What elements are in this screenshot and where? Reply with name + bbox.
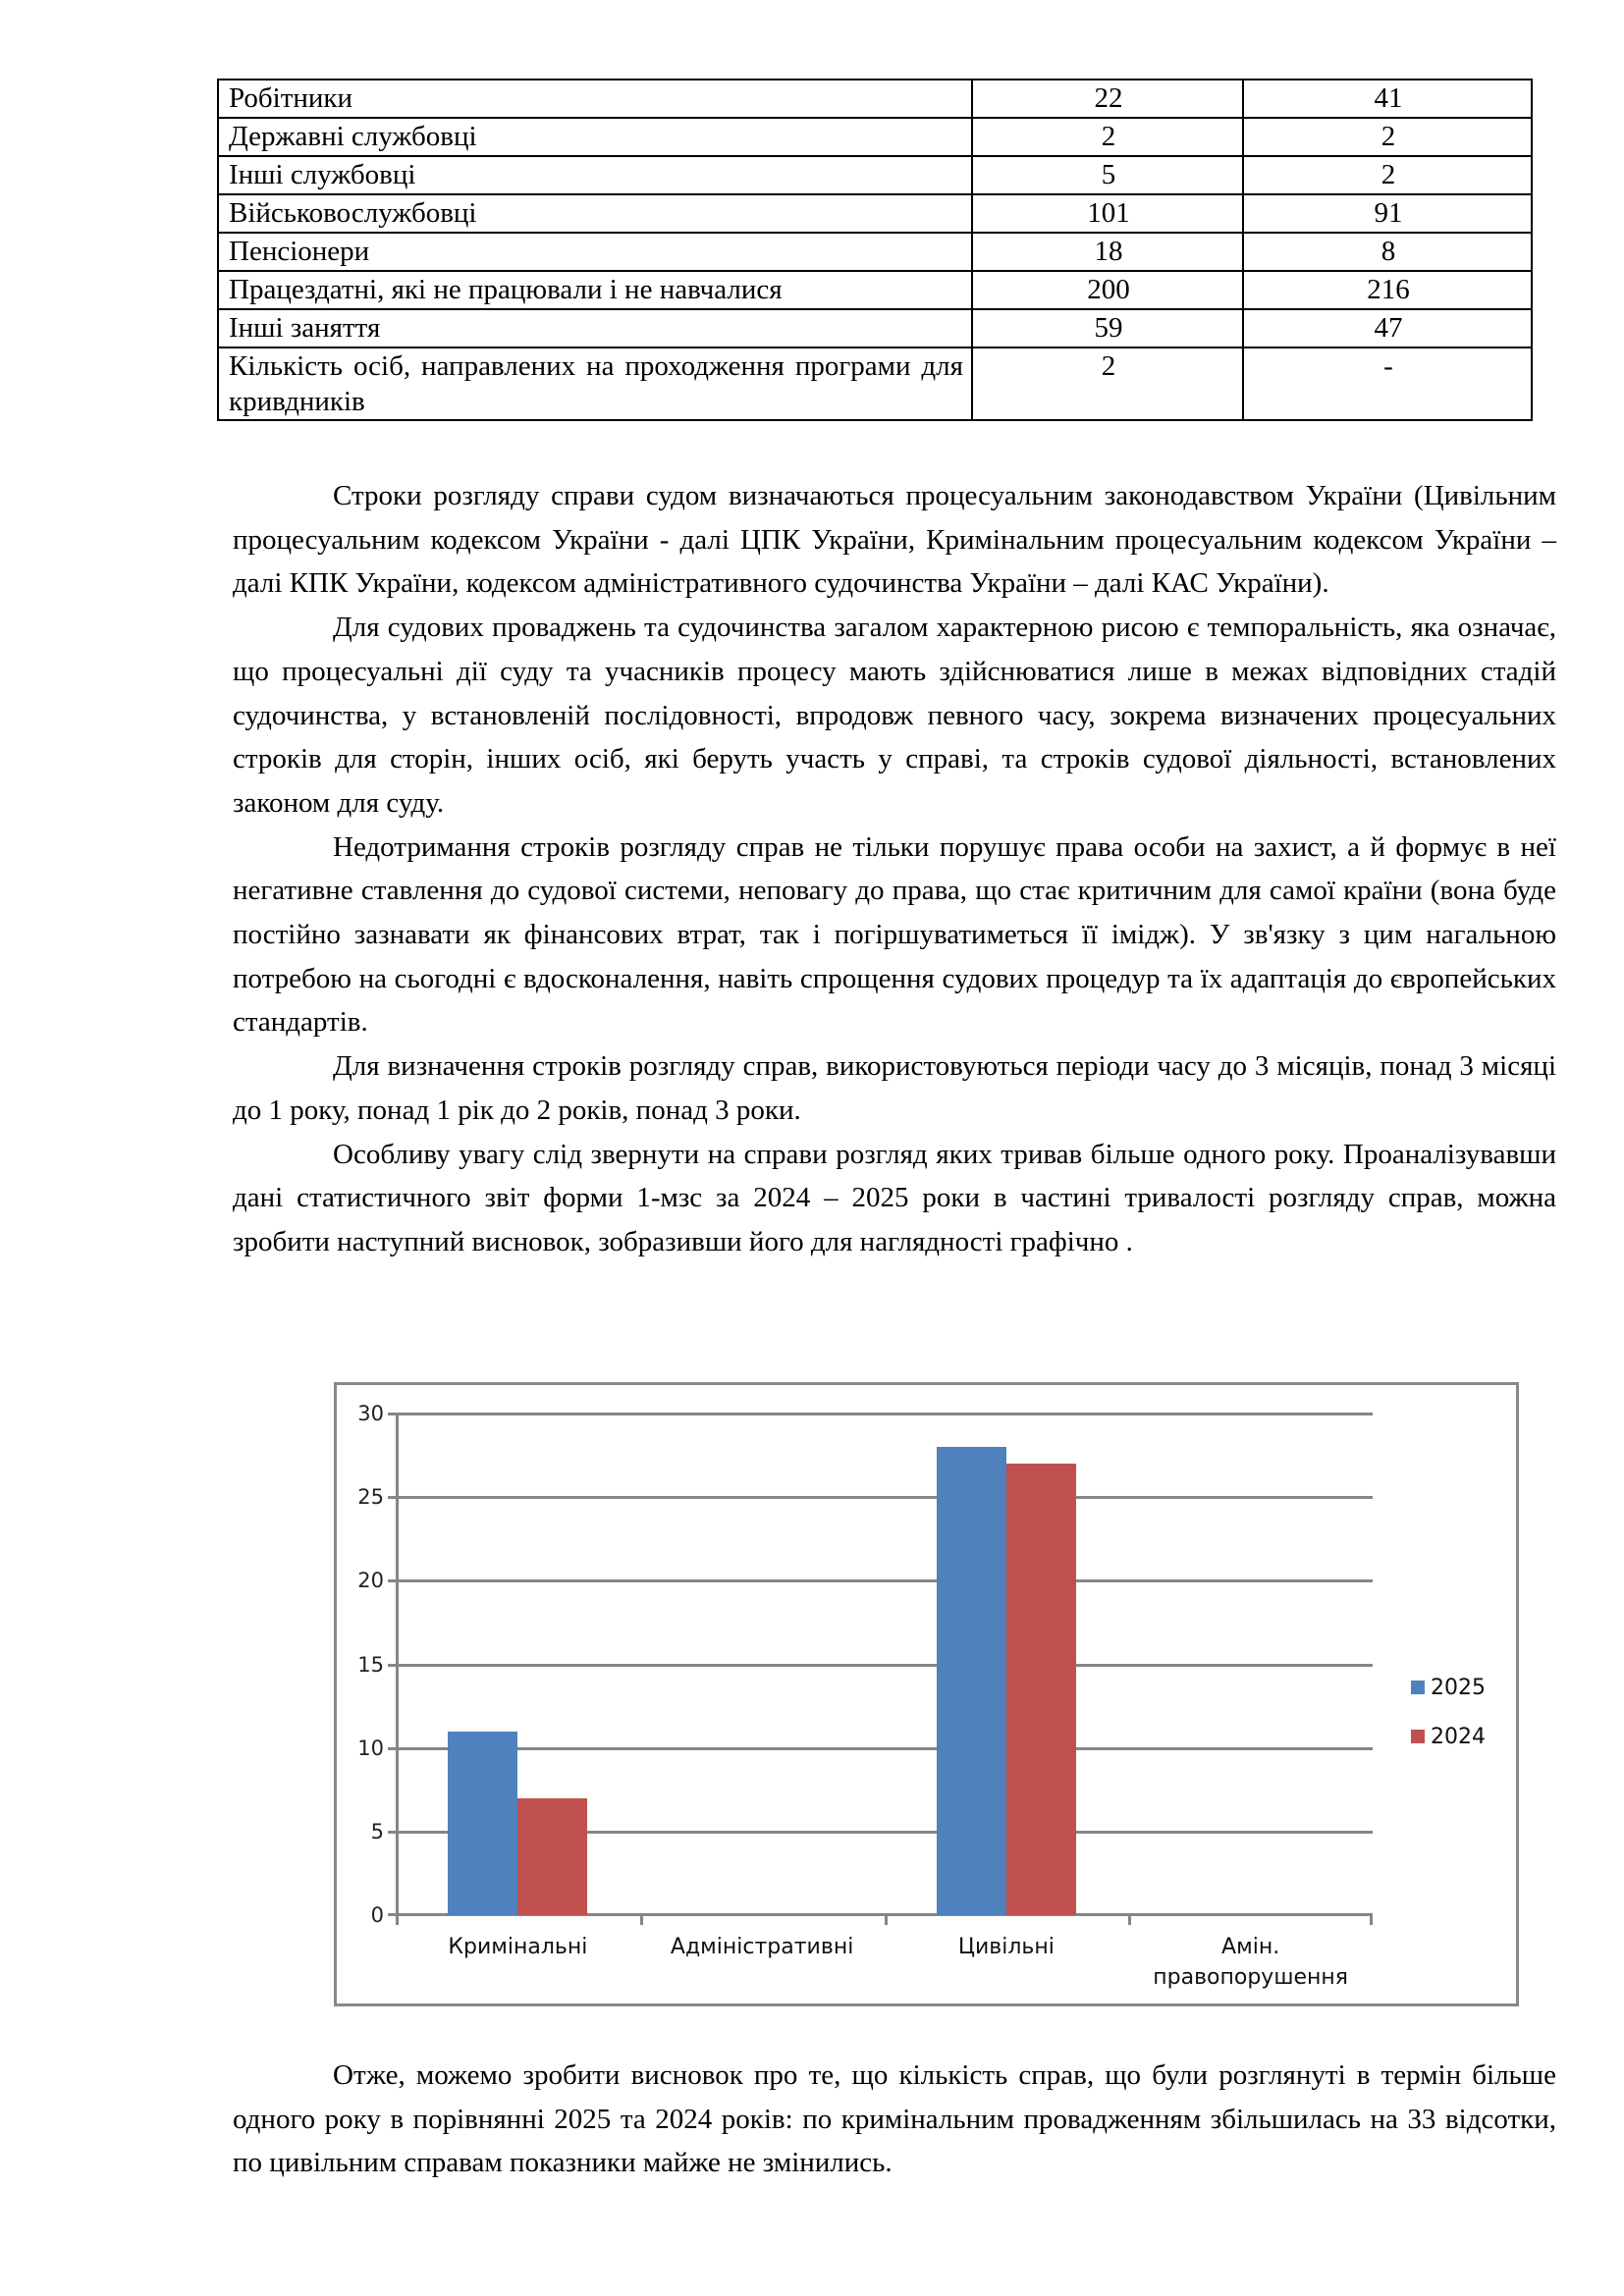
legend-item (1411, 1712, 1486, 1761)
value-2025: 59 (972, 309, 1243, 347)
value-2025: 18 (972, 233, 1243, 271)
chart-legend (1411, 1663, 1486, 1761)
bar-chart (334, 1382, 1519, 2006)
bar (1006, 1464, 1076, 1915)
value-2025: 22 (972, 80, 1243, 118)
x-tick-label: Кримінальні (448, 1935, 588, 1959)
y-tick-label: 20 (357, 1569, 384, 1593)
table-row (218, 80, 1532, 118)
bar (448, 1732, 517, 1915)
x-tick (396, 1915, 399, 1925)
row-label: Інші заняття (218, 309, 972, 347)
value-2024: 2 (1243, 156, 1532, 194)
x-tick-label: Амін. правопорушення (1153, 1935, 1349, 1990)
x-tick (885, 1915, 888, 1925)
table-row (218, 156, 1532, 194)
value-2024: 47 (1243, 309, 1532, 347)
gridline (388, 1413, 1373, 1415)
value-2025: 5 (972, 156, 1243, 194)
legend-swatch-icon (1411, 1681, 1425, 1694)
row-label: Інші службовці (218, 156, 972, 194)
paragraph: Недотримання строків розгляду справ не тільки порушує права особи на захист, а й формує в неї негативне ставлення до судової системи, неповагу до права, що стає критичним для самої країни (вона буде постійно зазнавати як фінансових втрат, так і погіршуватиметься її імідж). У зв'язку з цим нагальною потребою на сьогодні є вдосконалення, навіть спрощення судових процедур та їх адаптація до європейських стандартів. (233, 830, 1556, 1039)
value-2024: - (1243, 347, 1532, 420)
x-tick (640, 1915, 643, 1925)
y-tick-label: 30 (357, 1402, 384, 1425)
table-row (218, 271, 1532, 309)
row-label: Кількість осіб, направлених на проходження програми для кривдників (218, 347, 972, 420)
value-2025: 101 (972, 194, 1243, 233)
x-tick (1370, 1915, 1373, 1925)
y-tick-label: 5 (370, 1819, 384, 1843)
y-tick-label: 25 (357, 1485, 384, 1510)
x-tick (1128, 1915, 1131, 1925)
table-row (218, 118, 1532, 156)
conclusion-text (233, 2054, 1556, 2185)
body-text (233, 474, 1556, 1264)
y-axis (396, 1414, 399, 1915)
row-label: Робітники (218, 80, 972, 118)
row-label: Працездатні, які не працювали і не навчалися (218, 271, 972, 309)
gridline (388, 1496, 1373, 1499)
y-tick-label: 10 (357, 1735, 384, 1760)
x-tick-label: Адміністративні (670, 1935, 854, 1959)
table-row (218, 194, 1532, 233)
value-2025: 2 (972, 347, 1243, 420)
y-tick-label: 0 (370, 1903, 384, 1927)
paragraph: Для визначення строків розгляду справ, використовуються періоди часу до 3 місяців, понад 3 місяці до 1 року, понад 1 рік до 2 років, понад 3 роки. (233, 1050, 1556, 1126)
x-tick-label: Цивільні (957, 1935, 1055, 1959)
table-row (218, 309, 1532, 347)
value-2025: 200 (972, 271, 1243, 309)
paragraph: Строки розгляду справи судом визначаються процесуальним законодавством України (Цивільним процесуальним кодексом України - далі ЦПК України, Кримінальним процесуальним кодексом України – далі КПК України, кодексом адміністративного судочинства України – далі КАС України). (233, 480, 1556, 600)
legend-label: 2024 (1431, 1724, 1486, 1749)
statistics-table (217, 79, 1533, 421)
paragraph: Отже, можемо зробити висновок про те, що кількість справ, що були розглянуті в термін більше одного року в порівнянні 2025 та 2024 років: по кримінальним провадженням збільшилась на 33 відсотки, по цивільним справам показники майже не змінились. (233, 2059, 1556, 2179)
value-2024: 91 (1243, 194, 1532, 233)
value-2025: 2 (972, 118, 1243, 156)
y-tick-label: 15 (357, 1652, 384, 1677)
bar (517, 1798, 587, 1915)
value-2024: 8 (1243, 233, 1532, 271)
legend-item (1411, 1663, 1486, 1712)
table-row (218, 233, 1532, 271)
row-label: Військовослужбовці (218, 194, 972, 233)
value-2024: 216 (1243, 271, 1532, 309)
plot-area (357, 1402, 1373, 1990)
gridline (388, 1664, 1373, 1667)
legend-swatch-icon (1411, 1730, 1425, 1743)
row-label: Державні службовці (218, 118, 972, 156)
table-row (218, 347, 1532, 420)
paragraph: Особливу увагу слід звернути на справи розгляд яких тривав більше одного року. Проаналізувавши дані статистичного звіт форми 1-мзс за 2024 – 2025 роки в частині тривалості розгляду справ, можна зробити наступний висновок, зобразивши його для наглядності графічно . (233, 1138, 1556, 1257)
value-2024: 2 (1243, 118, 1532, 156)
legend-label: 2025 (1431, 1675, 1486, 1700)
gridline (388, 1579, 1373, 1582)
bar (937, 1447, 1006, 1915)
row-label: Пенсіонери (218, 233, 972, 271)
gridline (388, 1747, 1373, 1750)
value-2024: 41 (1243, 80, 1532, 118)
paragraph: Для судових проваджень та судочинства загалом характерною рисою є темпоральність, яка означає, що процесуальні дії суду та учасників процесу мають здійснюватися лише в межах відповідних стадій судочинства, у встановленій послідовності, впродовж певного часу, зокрема визначених процесуальних строків для сторін, інших осіб, які беруть участь у справі, та строків судової діяльності, встановлених законом для суду. (233, 612, 1556, 819)
